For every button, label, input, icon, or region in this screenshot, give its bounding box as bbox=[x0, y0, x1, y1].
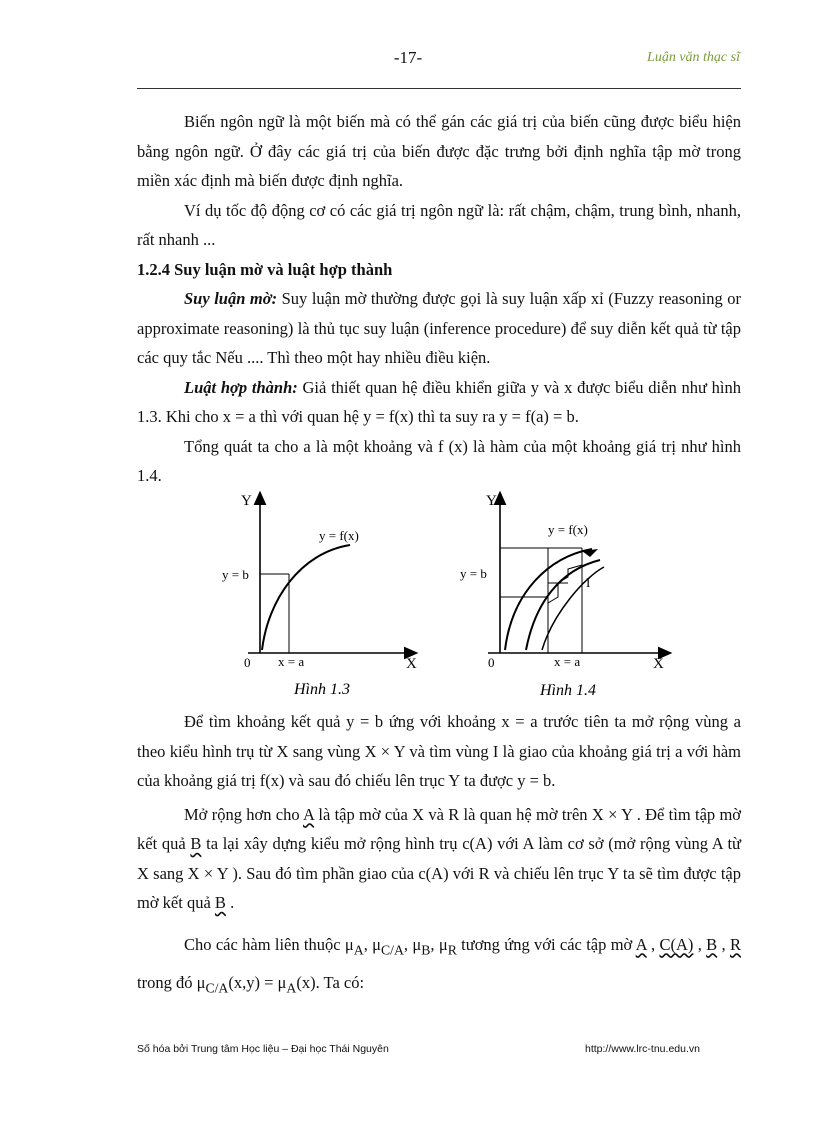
paragraph-fuzzy-extension: Mở rộng hơn cho A là tập mờ của X và R là quan hệ mờ trên X × Y . Để tìm tập mờ kết quả B ta lại xây dựng kiểu mở rộng hình trụ c(A) với A làm cơ sở (mở rộng vùng A từ X sang X × Y ). Sau đó tìm phần giao của c(A) với R và chiếu lên trục Y ta sẽ tìm được tập mờ kết quả B . bbox=[137, 804, 742, 912]
section-heading: 1.2.4 Suy luận mờ và luật hợp thành bbox=[137, 259, 393, 279]
figure-caption: Hình 1.4 bbox=[540, 682, 596, 699]
footer-url[interactable]: http://www.lrc-tnu.edu.vn bbox=[585, 1043, 700, 1055]
term-composition-rule: Luật hợp thành: bbox=[184, 377, 298, 397]
figure-caption: Hình 1.3 bbox=[294, 681, 350, 698]
document-title: Luận văn thạc sĩ bbox=[647, 50, 740, 65]
fuzzy-relation-R: R bbox=[729, 934, 741, 954]
paragraph-linguistic-variable: Biến ngôn ngữ là một biến mà có thể gán các giá trị của biến cũng được biểu hiện bằng ngôn ngữ. Ở đây các giá trị của biến được đặc trưng bởi định nghĩa tập mờ trong miền xác định mà biến được định nghĩa. bbox=[137, 112, 741, 190]
paragraph-interval-method: Để tìm khoảng kết quả y = b ứng với khoảng x = a trước tiên ta mở rộng vùng a theo kiểu hình trụ từ X sang vùng X × Y và tìm vùng I là giao của khoảng giá trị a với hàm của khoảng giá trị f(x) và sau đó chiếu lên trục Y ta được y = b. bbox=[137, 712, 741, 790]
fuzzy-set-B: B bbox=[706, 934, 718, 954]
page-number: -17- bbox=[393, 48, 423, 67]
paragraph-fuzzy-reasoning: Suy luận mờ: Suy luận mờ thường được gọi là suy luận xấp xỉ (Fuzzy reasoning or approximate reasoning) là thủ tục suy luận (inference procedure) để suy diễn kết quả từ tập các quy tắc Nếu .... Thì theo một hay nhiều điều kiện. bbox=[137, 289, 741, 367]
paragraph-composition-rule: Luật hợp thành: Giả thiết quan hệ điều khiển giữa y và x được biểu diễn như hình 1.3. Khi cho x = a thì với quan hệ y = f(x) thì ta suy ra y = f(a) = b. bbox=[137, 377, 741, 426]
interval-curve bbox=[542, 567, 604, 650]
y-mark-label: y = b bbox=[460, 566, 487, 581]
header-rule bbox=[137, 88, 741, 89]
figure-1-3 bbox=[210, 485, 420, 700]
y-axis-label: Y bbox=[241, 493, 252, 509]
y-axis-label: Y bbox=[486, 493, 497, 509]
function-curve bbox=[262, 545, 350, 650]
x-mark-label: x = a bbox=[554, 654, 581, 669]
paragraph-generalization: Tổng quát ta cho a là một khoảng và f (x) là hàm của một khoảng giá trị như hình 1.4. bbox=[137, 436, 741, 485]
curve-label: y = f(x) bbox=[319, 528, 359, 543]
origin-label: 0 bbox=[244, 655, 251, 670]
fuzzy-set-B: B bbox=[190, 834, 202, 853]
paragraph-speed-example: Ví dụ tốc độ động cơ có các giá trị ngôn ngữ là: rất chậm, chậm, trung bình, nhanh, rất nhanh ... bbox=[137, 200, 741, 249]
fuzzy-set-CA: C(A) bbox=[659, 934, 694, 954]
body-text-bottom bbox=[137, 707, 741, 1004]
x-axis-label: X bbox=[406, 656, 417, 672]
body-text-top bbox=[137, 107, 741, 491]
term-fuzzy-reasoning: Suy luận mờ: bbox=[184, 289, 278, 308]
y-mark-label: y = b bbox=[222, 567, 249, 582]
x-axis-label: X bbox=[653, 656, 664, 672]
fuzzy-set-B-result: B bbox=[214, 893, 226, 912]
figure-1-4 bbox=[450, 485, 680, 700]
x-mark-label: x = a bbox=[278, 654, 305, 669]
fuzzy-set-A: A bbox=[635, 934, 647, 954]
origin-label: 0 bbox=[488, 655, 495, 670]
lower-curve bbox=[526, 560, 600, 650]
curve-label: y = f(x) bbox=[548, 522, 588, 537]
fuzzy-set-A: A bbox=[303, 804, 315, 824]
region-I-label: I bbox=[586, 575, 591, 590]
paragraph-membership-functions: Cho các hàm liên thuộc $\mu_A$, $\mu_{C/A}$, $\mu_B$, $\mu_R$ tương ứng với các tập mờ A , C(A) , B , R trong đó $\mu_{C/A}(x,y) = \mu_A(x)$. Ta có: bbox=[137, 934, 741, 996]
footer-source: Số hóa bởi Trung tâm Học liệu – Đại học Thái Nguyên bbox=[137, 1043, 389, 1055]
